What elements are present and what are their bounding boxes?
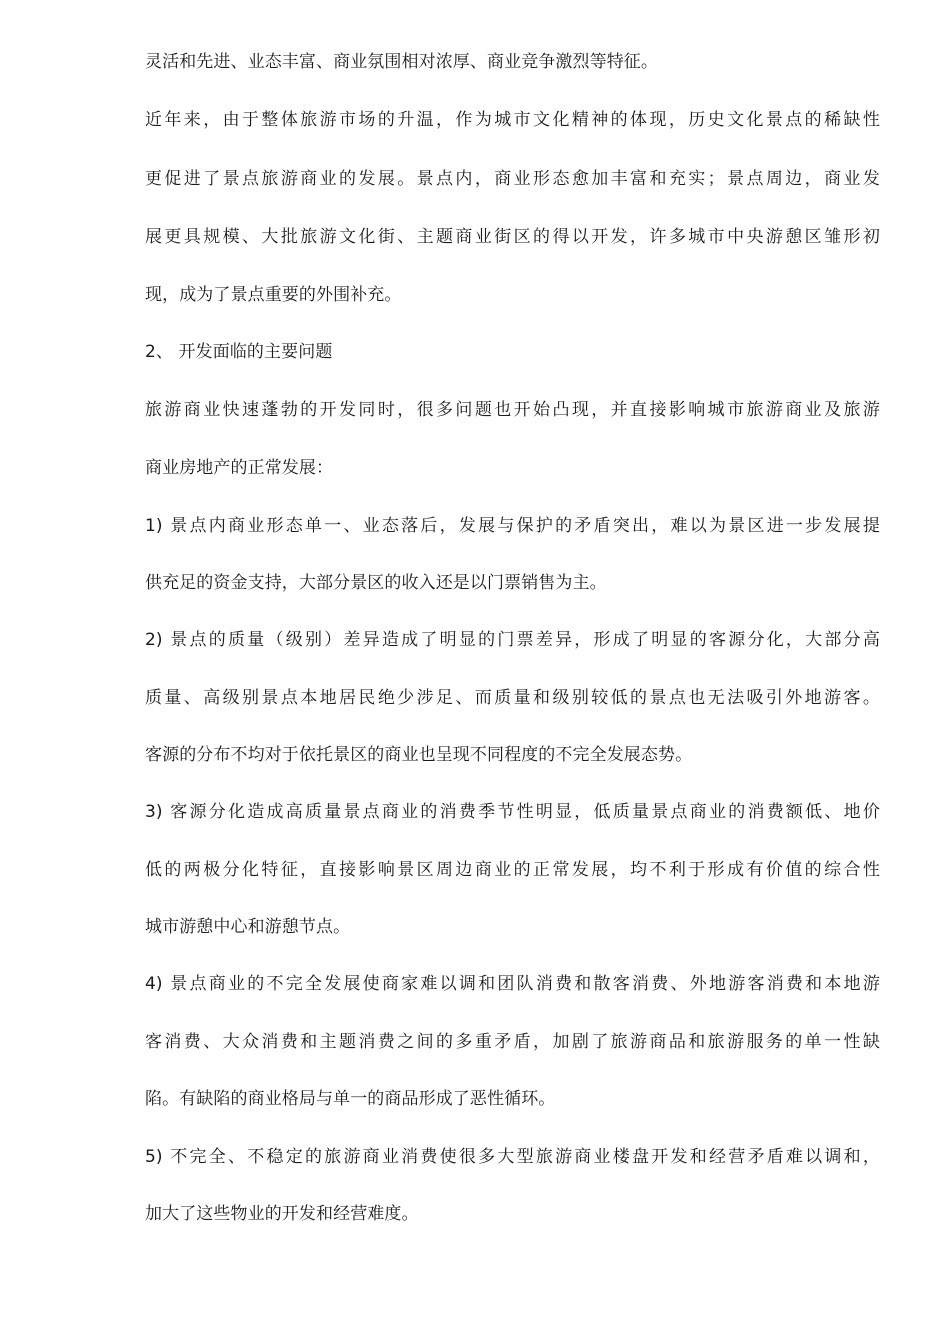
text-line: 商业房地产的正常发展： bbox=[145, 458, 334, 478]
list-item-line: 1) 景点内商业形态单一、业态落后，发展与保护的矛盾突出，难以为景区进一步发展提 bbox=[145, 516, 880, 536]
list-item-line: 加大了这些物业的开发和经营难度。 bbox=[145, 1204, 419, 1224]
text-line: 近年来，由于整体旅游市场的升温，作为城市文化精神的体现，历史文化景点的稀缺性 bbox=[145, 110, 880, 130]
text-line: 展更具规模、大批旅游文化街、主题商业街区的得以开发，许多城市中央游憩区雏形初 bbox=[145, 227, 880, 247]
list-item-line: 城市游憩中心和游憩节点。 bbox=[145, 917, 351, 937]
list-item-line: 客消费、大众消费和主题消费之间的多重矛盾，加剧了旅游商品和旅游服务的单一性缺 bbox=[145, 1032, 880, 1052]
list-item-line: 3) 客源分化造成高质量景点商业的消费季节性明显，低质量景点商业的消费额低、地价 bbox=[145, 802, 880, 822]
list-item-line: 低的两极分化特征，直接影响景区周边商业的正常发展，均不利于形成有价值的综合性 bbox=[145, 860, 880, 880]
text-line: 灵活和先进、业态丰富、商业氛围相对浓厚、商业竞争激烈等特征。 bbox=[145, 52, 658, 72]
text-line: 现，成为了景点重要的外围补充。 bbox=[145, 285, 402, 305]
list-item-line: 4) 景点商业的不完全发展使商家难以调和团队消费和散客消费、外地游客消费和本地游 bbox=[145, 974, 880, 994]
section-heading: 2、 开发面临的主要问题 bbox=[145, 342, 333, 362]
list-item-line: 陷。有缺陷的商业格局与单一的商品形成了恶性循环。 bbox=[145, 1089, 556, 1109]
list-item-line: 供充足的资金支持，大部分景区的收入还是以门票销售为主。 bbox=[145, 573, 607, 593]
list-item-line: 质量、高级别景点本地居民绝少涉足、而质量和级别较低的景点也无法吸引外地游客。 bbox=[145, 688, 880, 708]
list-item-line: 2) 景点的质量（级别）差异造成了明显的门票差异，形成了明显的客源分化，大部分高 bbox=[145, 630, 880, 650]
list-item-line: 客源的分布不均对于依托景区的商业也呈现不同程度的不完全发展态势。 bbox=[145, 745, 693, 765]
list-item-line: 5) 不完全、不稳定的旅游商业消费使很多大型旅游商业楼盘开发和经营矛盾难以调和， bbox=[145, 1147, 880, 1167]
text-line: 更促进了景点旅游商业的发展。景点内，商业形态愈加丰富和充实；景点周边，商业发 bbox=[145, 169, 880, 189]
text-line: 旅游商业快速蓬勃的开发同时，很多问题也开始凸现，并直接影响城市旅游商业及旅游 bbox=[145, 400, 880, 420]
